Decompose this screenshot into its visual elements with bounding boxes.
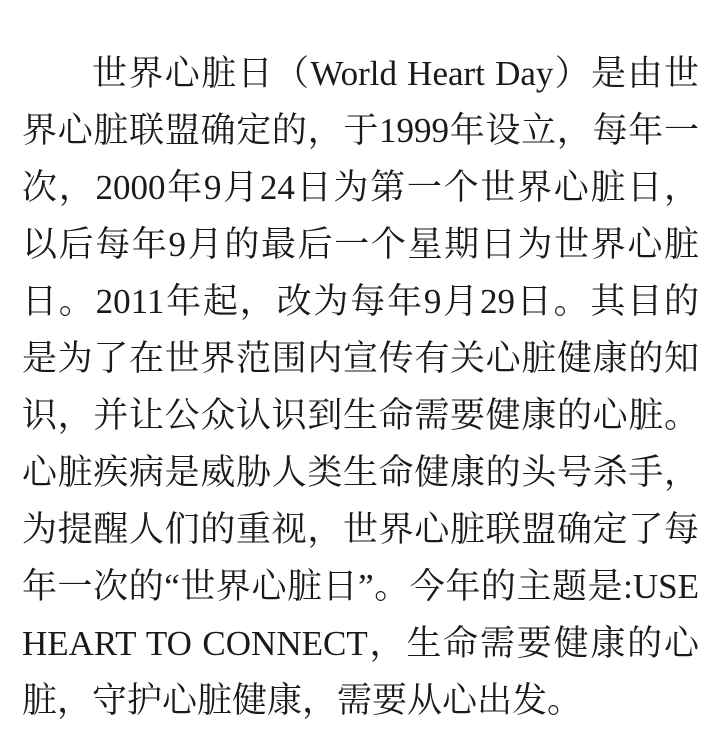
article-paragraph: 世界心脏日（World Heart Day）是由世界心脏联盟确定的，于1999年设立，每年一次，2000年9月24日为第一个世界心脏日，以后每年9月的最后一个星期日为世界心脏日。2011年起，改为每年9月29日。其目的是为了在世界范围内宣传有关心脏健康的知识，并让公众认识到生命需要健康的心脏。心脏疾病是威胁人类生命健康的头号杀手，为提醒人们的重视，世界心脏联盟确定了每年一次的“世界心脏日”。今年的主题是:USE HEART TO CONNECT，生命需要健康的心脏，守护心脏健康，需要从心出发。	[22, 54, 699, 720]
